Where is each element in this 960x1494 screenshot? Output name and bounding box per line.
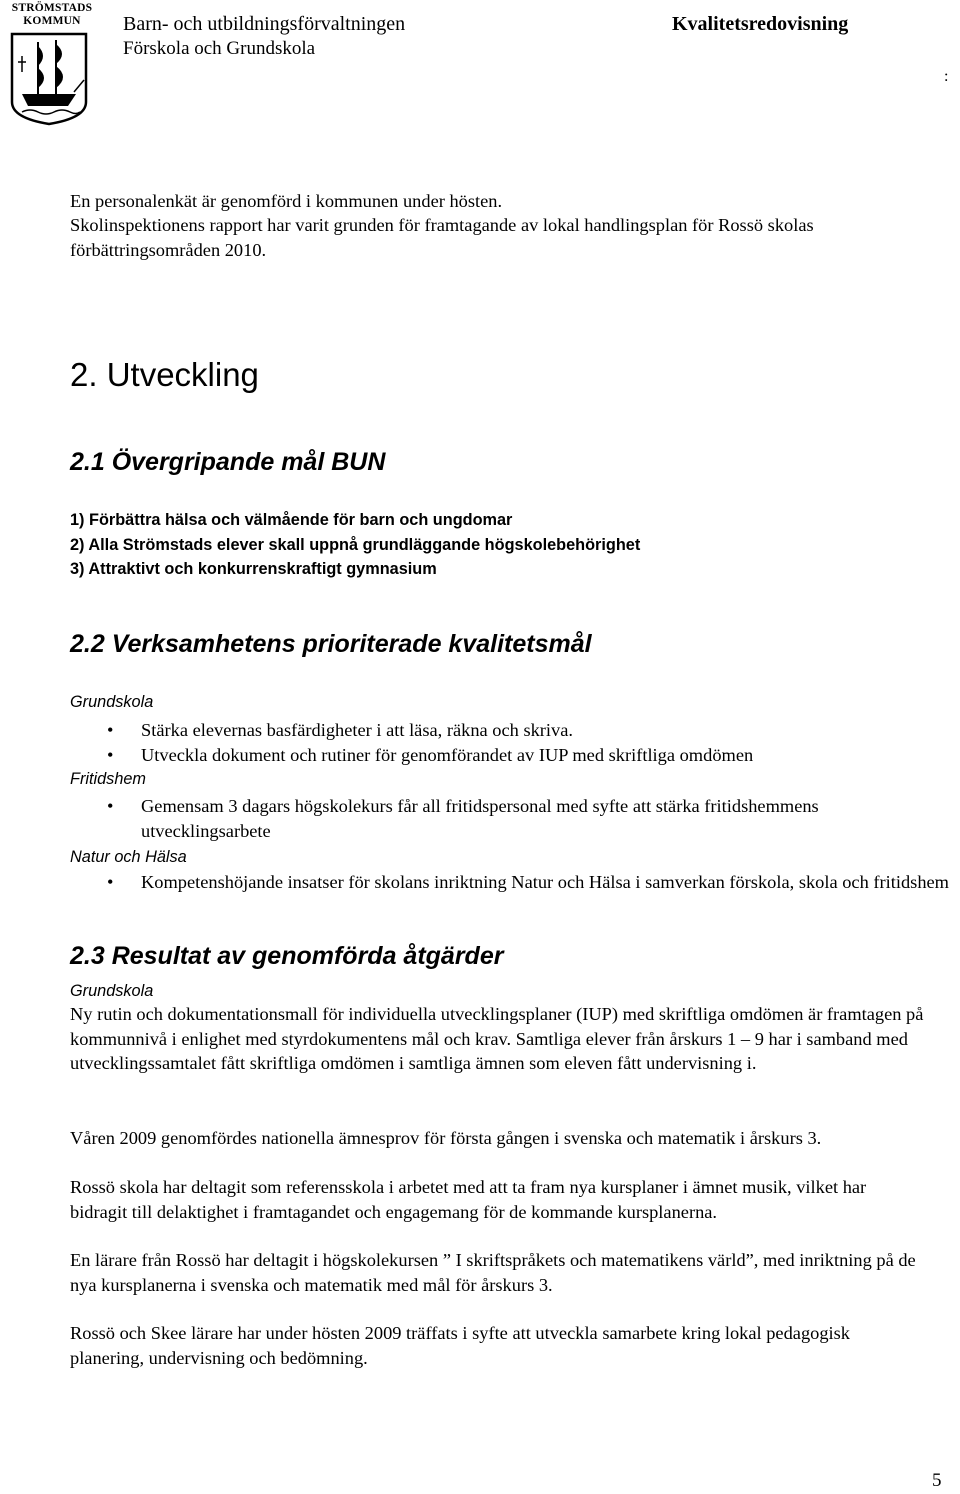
list-item-text: Gemensam 3 dagars högskolekurs får all fritidspersonal med syfte att stärka fritidshemmens utvecklingsarbete	[141, 796, 819, 841]
subheading-fritidshem: Fritidshem	[70, 770, 146, 788]
logo-line1: STRÖMSTADS	[11, 2, 93, 14]
goals-list	[70, 508, 640, 582]
list-item	[107, 718, 957, 743]
header-subunit: Förskola och Grundskola	[123, 38, 316, 59]
goal-item: 3) Attraktivt och konkurrenskraftigt gymnasium	[70, 560, 437, 578]
logo-title	[6, 2, 98, 28]
municipality-logo	[6, 2, 92, 126]
header-department: Barn- och utbildningsförvaltningen	[123, 13, 406, 35]
section-heading-utveckling: 2. Utveckling	[70, 356, 259, 393]
bullet-icon: •	[107, 745, 114, 765]
bullet-icon: •	[107, 720, 114, 740]
intro-paragraph-1: En personalenkät är genomförd i kommunen under hösten.	[70, 191, 503, 211]
header-colon: :	[944, 68, 949, 85]
logo-line2: KOMMUN	[23, 15, 81, 27]
section-heading-2-2: 2.2 Verksamhetens prioriterade kvalitetsmål	[70, 630, 592, 658]
list-item-text: Kompetenshöjande insatser för skolans inriktning Natur och Hälsa i samverkan förskola, skola och fritidshem	[141, 872, 949, 892]
bullet-icon: •	[107, 872, 114, 892]
results-paragraph: Rossö skola har deltagit som referensskola i arbetet med att ta fram nya kursplaner i ämnet musik, vilket har bidragit till delaktighet i framtagandet och engagemang för de kommande kursplanerna.	[70, 1177, 867, 1222]
header-document-title: Kvalitetsredovisning	[672, 13, 849, 35]
goal-item: 2) Alla Strömstads elever skall uppnå grundläggande högskolebehörighet	[70, 535, 641, 554]
list-item	[107, 794, 927, 843]
results-paragraph: Rossö och Skee lärare har under hösten 2009 träffats i syfte att utveckla samarbete kring lokal pedagogisk planering, undervisning och bedömning.	[70, 1323, 851, 1368]
section-heading-2-3: 2.3 Resultat av genomförda åtgärder	[70, 942, 504, 970]
ship-crest-icon	[8, 32, 90, 126]
subheading-grundskola: Grundskola	[70, 693, 154, 711]
subheading-natur-och-halsa: Natur och Hälsa	[70, 848, 187, 866]
goal-item: 1) Förbättra hälsa och välmående för barn och ungdomar	[70, 511, 513, 529]
bullet-icon: •	[107, 796, 114, 816]
list-item-text: Stärka elevernas basfärdigheter i att läsa, räkna och skriva.	[141, 720, 573, 740]
intro-paragraph-2: Skolinspektionens rapport har varit grunden för framtagande av lokal handlingsplan för Rossö skolas förbättringsområden 2010.	[70, 215, 814, 260]
results-paragraph: En lärare från Rossö har deltagit i högskolekursen ” I skriftspråkets och matematikens värld”, med inriktning på de nya kursplanerna i svenska och matematik med mål för årskurs 3.	[70, 1250, 916, 1295]
section-heading-2-1: 2.1 Övergripande mål BUN	[70, 448, 386, 476]
results-paragraph: Våren 2009 genomfördes nationella ämnesprov för första gången i svenska och matematik i årskurs 3.	[70, 1128, 822, 1148]
list-item	[107, 870, 952, 895]
subheading-grundskola-results: Grundskola	[70, 982, 154, 1000]
list-item	[107, 743, 957, 768]
page-number: 5	[932, 1470, 942, 1491]
results-paragraph: Ny rutin och dokumentationsmall för individuella utvecklingsplaner (IUP) med skriftliga omdömen är framtagen på kommunnivå i enlighet med styrdokumentens mål och krav. Samtliga elever från årskurs 1 – 9 har i samband med utvecklingssamtalet fått skriftliga omdömen i samtliga ämnen som eleven fått undervisning i.	[70, 1004, 924, 1074]
list-item-text: Utveckla dokument och rutiner för genomförandet av IUP med skriftliga omdömen	[141, 745, 754, 765]
